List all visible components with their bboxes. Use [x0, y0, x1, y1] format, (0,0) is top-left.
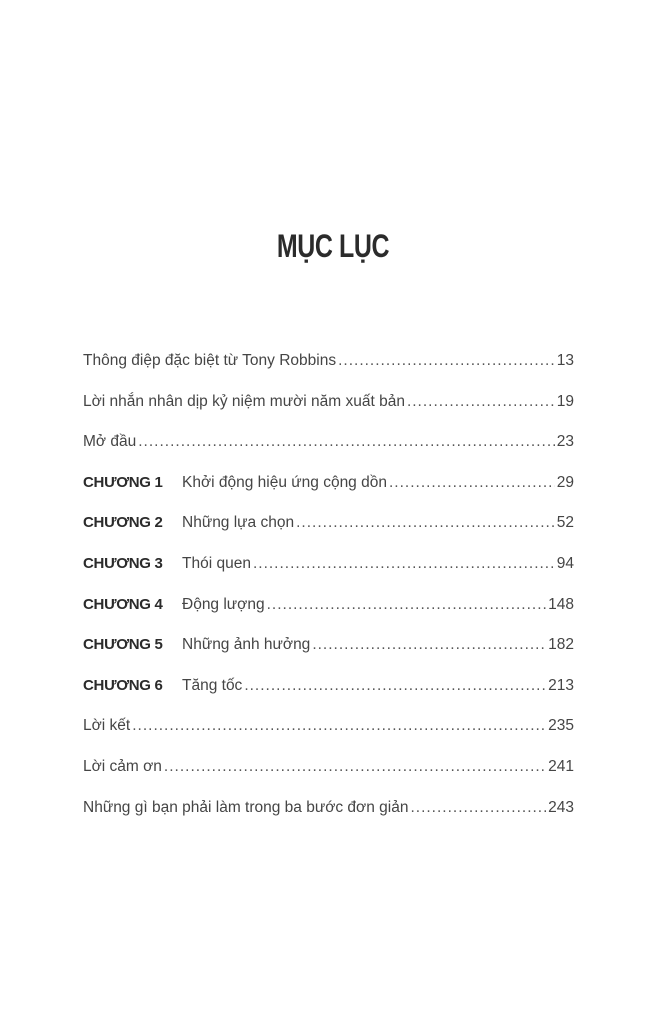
dot-leader [267, 596, 547, 614]
dot-leader [312, 636, 546, 654]
dot-leader [138, 433, 555, 451]
toc-entry [83, 799, 574, 840]
toc-entry [83, 352, 574, 393]
chapter-label: CHƯƠNG 6 [83, 676, 163, 694]
dot-leader [296, 514, 555, 532]
toc-entry-title: Tăng tốc [182, 676, 243, 694]
toc-entry-title: Khởi động hiệu ứng cộng dồn [182, 473, 387, 491]
toc-page-number: 13 [556, 352, 574, 369]
toc-page-number: 23 [556, 433, 574, 451]
toc-entry-title: Lời nhắn nhân dịp kỷ niệm mười năm xuất bản [83, 392, 405, 410]
toc-chapter-entry [83, 636, 574, 677]
toc-page-number: 94 [556, 554, 574, 572]
toc-entry-title: Động lượng [182, 595, 265, 613]
dot-leader [389, 474, 555, 492]
toc-entry [83, 393, 574, 434]
toc-chapter-entry [83, 555, 574, 596]
toc-entry-title: Lời kết [83, 717, 131, 735]
toc-entry-title: Thông điệp đặc biệt từ Tony Robbins [83, 352, 337, 369]
dot-leader [407, 393, 555, 411]
toc-entry [83, 433, 574, 474]
dot-leader [253, 555, 555, 573]
toc-entry-title: Những ảnh hưởng [182, 636, 311, 654]
toc-entry [83, 758, 574, 799]
dot-leader [410, 799, 546, 817]
toc-chapter-entry [83, 677, 574, 718]
dot-leader [338, 352, 555, 370]
chapter-label: CHƯƠNG 3 [83, 554, 163, 572]
toc-entry-title: Lời cảm ơn [83, 757, 162, 775]
toc-entry-title: Những lựa chọn [182, 514, 295, 532]
toc-page-number: 182 [548, 636, 574, 654]
toc-entry [83, 717, 574, 758]
toc-page-number: 148 [548, 595, 574, 613]
chapter-label: CHƯƠNG 5 [83, 636, 163, 654]
dot-leader [244, 677, 546, 695]
toc-page-number: 19 [556, 392, 574, 410]
table-of-contents [83, 352, 574, 839]
toc-page-number: 243 [548, 798, 574, 816]
dot-leader [132, 717, 546, 735]
toc-page-number: 235 [548, 717, 574, 735]
toc-entry-title: Những gì bạn phải làm trong ba bước đơn giản [83, 798, 409, 816]
toc-entry-title: Thói quen [182, 554, 251, 572]
toc-chapter-entry [83, 514, 574, 555]
page-title: MỤC LỤC [276, 228, 390, 264]
toc-page-number: 241 [548, 757, 574, 775]
toc-page-number: 52 [556, 514, 574, 532]
chapter-label: CHƯƠNG 4 [83, 595, 163, 613]
chapter-label: CHƯƠNG 2 [83, 514, 163, 532]
toc-chapter-entry [83, 596, 574, 637]
toc-entry-title: Mở đầu [83, 433, 137, 451]
toc-page-number: 213 [548, 676, 574, 694]
dot-leader [164, 758, 546, 776]
chapter-label: CHƯƠNG 1 [83, 473, 163, 491]
toc-chapter-entry [83, 474, 574, 515]
toc-page-number: 29 [556, 473, 574, 491]
